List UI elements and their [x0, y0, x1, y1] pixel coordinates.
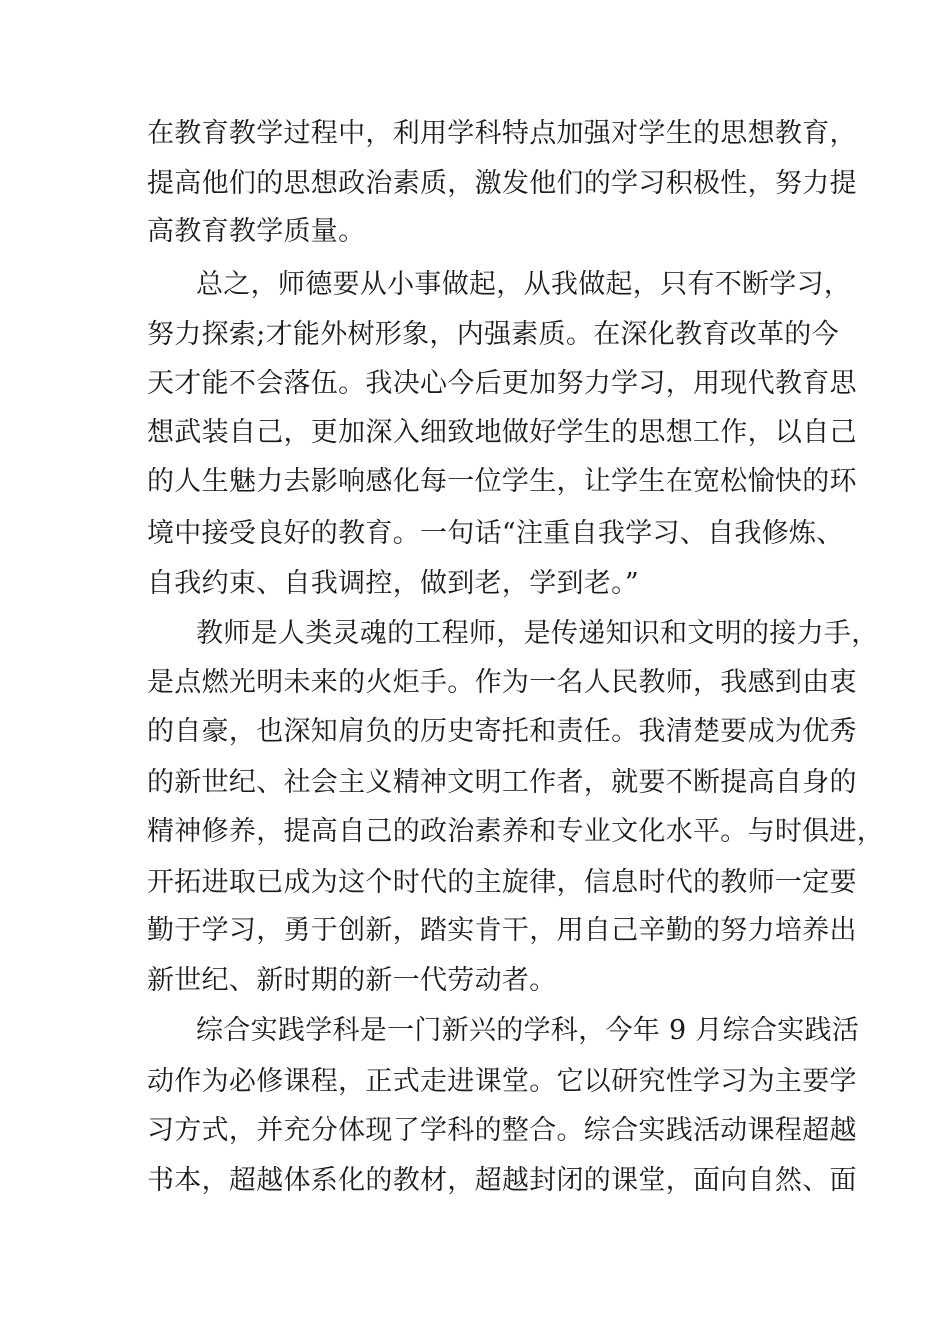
text-line: 天才能不会落伍。我决心今后更加努力学习，用现代教育思	[147, 368, 857, 399]
text-line: 新世纪、新时期的新一代劳动者。	[147, 965, 557, 996]
paragraph-first-line: 综合实践学科是一门新兴的学科，今年 9 月综合实践活	[196, 1015, 860, 1046]
paragraph-first-line: 教师是人类灵魂的工程师，是传递知识和文明的接力手，	[196, 618, 879, 649]
paragraph-first-line: 总之，师德要从小事做起，从我做起，只有不断学习，	[196, 269, 852, 300]
text-line: 书本，超越体系化的教材，超越封闭的课堂，面向自然、面	[147, 1165, 857, 1196]
text-line: 努力探索;才能外树形象，内强素质。在深化教育改革的今	[147, 319, 839, 350]
text-line: 的新世纪、社会主义精神文明工作者，就要不断提高自身的	[147, 767, 857, 798]
text-line: 精神修养，提高自己的政治素养和专业文化水平。与时俱进，	[147, 816, 885, 847]
text-line: 高教育教学质量。	[147, 216, 366, 247]
text-line: 是点燃光明未来的火炬手。作为一名人民教师，我感到由衷	[147, 667, 857, 698]
text-line: 在教育教学过程中，利用学科特点加强对学生的思想教育，	[147, 118, 857, 149]
text-line: 想武装自己，更加深入细致地做好学生的思想工作，以自己	[147, 417, 857, 448]
text-line: 的人生魅力去影响感化每一位学生，让学生在宽松愉快的环	[147, 466, 857, 497]
text-line: 的自豪，也深知肩负的历史寄托和责任。我清楚要成为优秀	[147, 716, 857, 747]
text-line: 境中接受良好的教育。一句话“注重自我学习、自我修炼、	[147, 518, 844, 549]
text-line: 开拓进取已成为这个时代的主旋律，信息时代的教师一定要	[147, 867, 857, 898]
text-line: 提高他们的思想政治素质，激发他们的学习积极性，努力提	[147, 168, 857, 199]
text-line: 勤于学习，勇于创新，踏实肯干，用自己辛勤的努力培养出	[147, 915, 857, 946]
text-line: 动作为必修课程，正式走进课堂。它以研究性学习为主要学	[147, 1066, 857, 1097]
text-line: 习方式，并充分体现了学科的整合。综合实践活动课程超越	[147, 1115, 857, 1146]
text-line: 自我约束、自我调控，做到老，学到老。”	[147, 568, 640, 599]
